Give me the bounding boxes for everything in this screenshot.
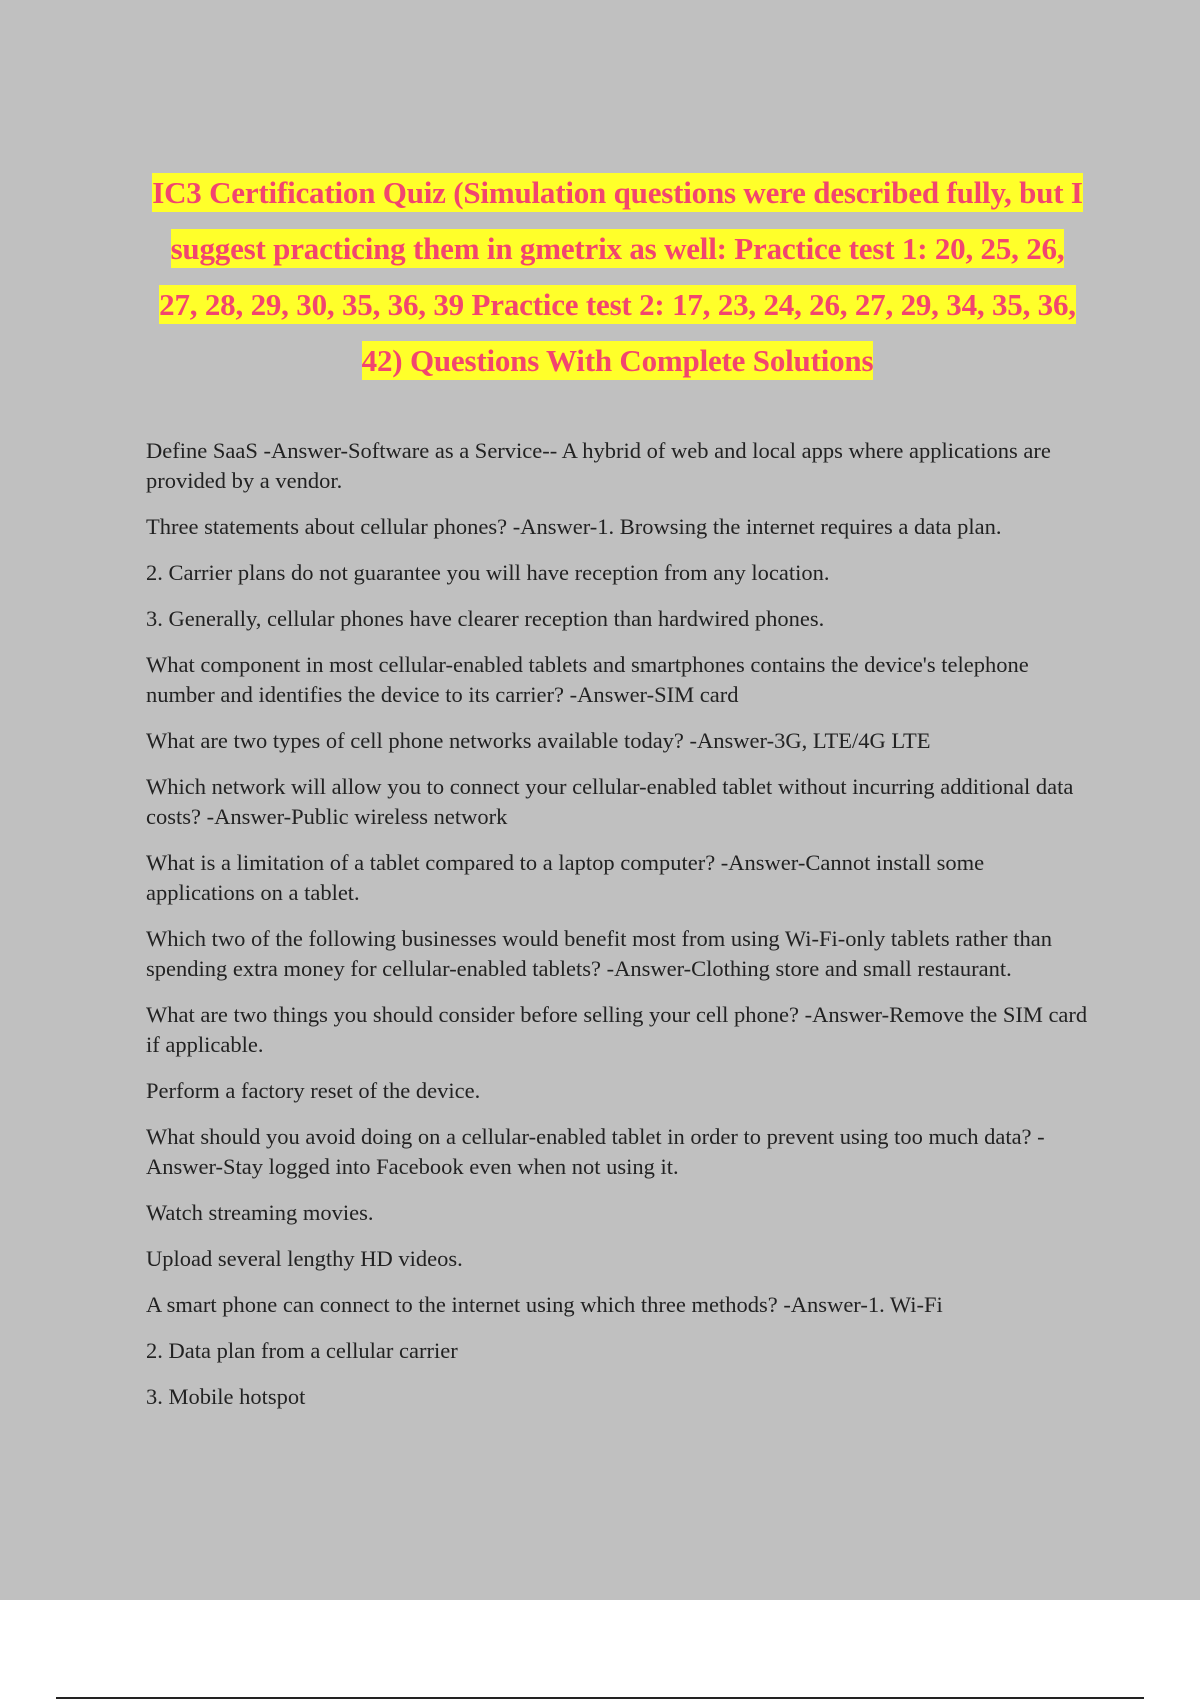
paragraph: What are two types of cell phone networks available today? -Answer-3G, LTE/4G LTE [146,728,931,753]
document-title [150,165,1085,389]
paragraph: What is a limitation of a tablet compared to a laptop computer? -Answer-Cannot install some applications on a tablet. [146,850,985,905]
paragraph: Which network will allow you to connect your cellular-enabled tablet without incurring additional data costs? -Answer-Public wireless network [146,774,1074,829]
paragraph: Three statements about cellular phones? -Answer-1. Browsing the internet requires a data plan. [146,514,1002,539]
paragraph: What are two things you should consider before selling your cell phone? -Answer-Remove the SIM card if applicable. [146,1002,1088,1057]
paragraph: What should you avoid doing on a cellular-enabled tablet in order to prevent using too much data? -Answer-Stay logged into Facebook even when not using it. [146,1124,1045,1179]
paragraph: Define SaaS -Answer-Software as a Service-- A hybrid of web and local apps where applications are provided by a vendor. [146,438,1051,493]
paragraph: Perform a factory reset of the device. [146,1078,481,1103]
paragraph: 3. Generally, cellular phones have clearer reception than hardwired phones. [146,606,825,631]
paragraph: 2. Carrier plans do not guarantee you will have reception from any location. [146,560,830,585]
footer-divider [56,1697,1144,1699]
paragraph: 2. Data plan from a cellular carrier [146,1338,458,1363]
paragraph: Watch streaming movies. [146,1200,374,1225]
title-highlight: IC3 Certification Quiz (Simulation questions were described fully, but I suggest practicing them in gmetrix as well: Practice test 1: 20, 25, 26, 27, 28, 29, 30, 35, 36, 39 Practice test 2: 17, 23, 24, 26, 27, 29, 34, 35, 36, 42) Questions With Complete Solutions [152,175,1083,378]
document-body [146,436,1096,1428]
paragraph: A smart phone can connect to the internet using which three methods? -Answer-1. Wi-Fi [146,1292,943,1317]
paragraph: Which two of the following businesses would benefit most from using Wi-Fi-only tablets rather than spending extra money for cellular-enabled tablets? -Answer-Clothing store and small restaurant. [146,926,1053,981]
paragraph: 3. Mobile hotspot [146,1384,306,1409]
paragraph: Upload several lengthy HD videos. [146,1246,463,1271]
paragraph: What component in most cellular-enabled tablets and smartphones contains the device's telephone number and identifies the device to its carrier? -Answer-SIM card [146,652,1029,707]
